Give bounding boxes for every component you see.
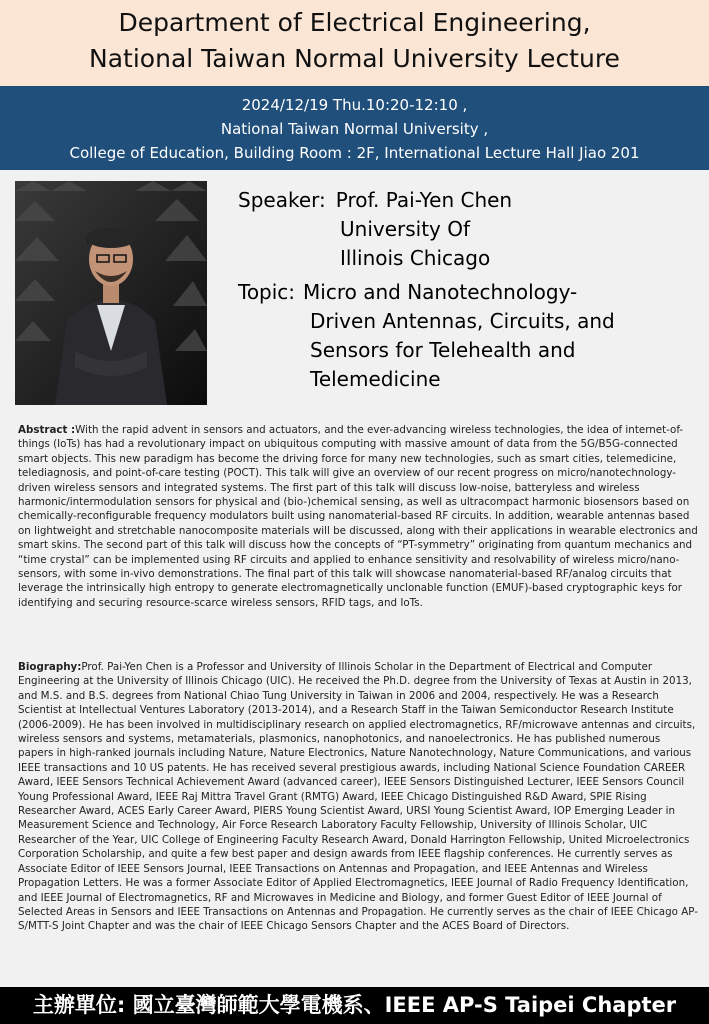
abstract-label: Abstract : (18, 424, 76, 436)
speaker-label: Speaker: (238, 188, 326, 212)
biography-text: Prof. Pai-Yen Chen is a Professor and University of Illinois Scholar in the Department of Electrical and Computer Engineering at the University of Illinois Chicago (UIC). He received the Ph.D. degree from the University of Texas at Austin in 2013, and M.S. and B.S. degrees from National Chiao Tung University in Taiwan in 2006 and 2004, respectively. He was a Research Scientist at Intellectual Ventures Laboratory (2013-2014), and a Research Staff in the Taiwan Semiconductor Research Institute (2006-2009). He has been involved in multidisciplinary research on applied electromagnetics, RF/microwave antennas and circuits, wireless sensors and systems, metamaterials, plasmonics, nanophotonics, and nanoelectronics. He has published numerous papers in high-ranked journals including Nature, Nature Electronics, Nature Nanotechnology, Nature Communications, and various IEEE transactions and 10 US patents. He has received several prestigious awards, including National Science Foundation CAREER Award, IEEE Sensors Technical Achievement Award (advanced career), IEEE Sensors Distinguished Lecturer, IEEE Sensors Council Young Professional Award, IEEE Raj Mittra Travel Grant (RMTG) Award, IEEE Chicago Distinguished R&D Award, SPIE Rising Researcher Award, ACES Early Career Award, PIERS Young Scientist Award, URSI Young Scientist Award, IOP Emerging Leader in Measurement Science and Technology, Air Force Research Laboratory Faculty Fellowship, University of Illinois Scholar, UIC Researcher of the Year, UIC College of Engineering Faculty Research Award, Donald Harrington Fellowship, United Microelectronics Corporation Scholarship, and quite a few best paper and design awards from IEEE flagship conferences. He currently serves as Associate Editor of IEEE Sensors Journal, IEEE Transactions on Antennas and Propagation, and IEEE Antennas and Wireless Propagation Letters. He was a former Associate Editor of Applied Electromagnetics, IEEE Journal of Radio Frequency Identification, and IEEE Journal of Electromagnetics, RF and Microwaves in Medicine and Biology, and former Guest Editor of IEEE Journal of Selected Areas in Sensors and IEEE Transactions on Antennas and Propagation. He currently serves as the chair of IEEE Chicago AP-S/MTT-S Joint Chapter and was the chair of IEEE Chicago Sensors Chapter and the ACES Board of Directors. (18, 661, 698, 933)
organizer-footer: 主辦單位: 國立臺灣師範大學電機系、IEEE AP-S Taipei Chapter (0, 987, 709, 1024)
event-venue-line-2: College of Education, Building Room : 2F, International Lecture Hall Jiao 201 (69, 144, 640, 162)
speaker-info (238, 186, 698, 394)
event-info-banner (0, 86, 709, 170)
event-venue-line-1: National Taiwan Normal University , (220, 120, 489, 138)
abstract-section (18, 423, 698, 610)
title-line-2: National Taiwan Normal University Lecture (89, 44, 620, 73)
topic-line-4: Telemedicine (310, 367, 441, 391)
topic-line-3: Sensors for Telehealth and (310, 338, 576, 362)
event-datetime: 2024/12/19 Thu.10:20-12:10 , (241, 96, 468, 114)
topic-line-2: Driven Antennas, Circuits, and (310, 309, 615, 333)
title-line-1: Department of Electrical Engineering, (118, 8, 591, 37)
speaker-affiliation-2: Illinois Chicago (340, 246, 491, 270)
speaker-photo (15, 181, 207, 405)
biography-section (18, 660, 698, 934)
title-banner (0, 0, 709, 86)
biography-label: Biography: (18, 661, 82, 673)
abstract-text: With the rapid advent in sensors and actuators, and the ever-advancing wireless technologies, the idea of internet-of-things (IoTs) has had a revolutionary impact on ubiquitous computing with massive amount of data from the 5G/B5G-connected smart objects. This new paradigm has become the driving force for many new technologies, such as smart cities, telemedicine, telediagnosis, and point-of-care testing (POCT). This talk will give an overview of our recent progress on micro/nanotechnology-driven wireless sensors and integrated systems. The first part of this talk will discuss low-noise, batteryless and wireless harmonic/intermodulation sensors for physical and (bio-)chemical sensing, as well as ultracompact harmonic biosensors based on chemically-reconfigurable frequency modulators built using nanomaterial-based RF circuits. In addition, wearable antennas based on lightweight and stretchable nanocomposite materials will be discussed, along with their applications in wearable electronics and smart skins. The second part of this talk will discuss how the concepts of “PT-symmetry” originating from quantum mechanics and “time crystal” can be implemented using RF circuits and applied to enhance sensitivity and resolvability of wireless micro/nano-sensors, with some in-vivo demonstrations. The final part of this talk will showcase nanomaterial-based RF/analog circuits that leverage the intrinsically high entropy to generate electromagnetically unclonable function (EMUF)-based cryptographic keys for identifying and securing resource-scarce wireless sensors, RFID tags, and IoTs. (18, 424, 698, 609)
speaker-name: Prof. Pai-Yen Chen (335, 188, 513, 212)
topic-label: Topic: (238, 280, 296, 304)
topic-line-1: Micro and Nanotechnology- (303, 280, 578, 304)
speaker-affiliation-1: University Of (340, 217, 471, 241)
